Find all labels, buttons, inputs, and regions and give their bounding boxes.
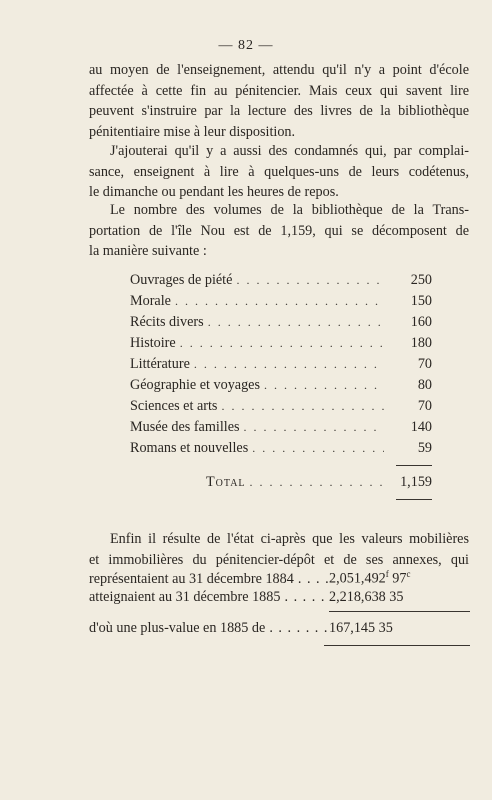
table-row — [130, 335, 432, 355]
row-label: Sciences et arts — [130, 398, 218, 414]
row-value: 70 — [417, 398, 432, 414]
row-value: 80 — [417, 377, 432, 393]
row-label: Littérature — [130, 356, 190, 372]
text-line: Enfin il résulte de l'état ci-après que les valeurs mobilières — [110, 531, 469, 547]
leader-dots — [264, 378, 384, 393]
leader-dots — [175, 294, 384, 309]
page-number: — 82 — — [218, 38, 274, 53]
value-cents: 97 — [388, 570, 407, 587]
finance-label: d'où une plus-value en 1885 de — [89, 620, 266, 636]
leader-dots — [236, 273, 384, 288]
leader-dots — [284, 589, 329, 606]
finance-row-increase — [89, 620, 469, 640]
row-label: Récits divers — [130, 314, 204, 330]
leader-dots — [250, 475, 384, 490]
table-row — [130, 398, 432, 418]
table-row — [130, 272, 432, 292]
text-line: la manière suivante : — [89, 243, 207, 259]
total-value: 1,159 — [400, 474, 432, 490]
table-row — [130, 293, 432, 313]
row-value: 250 — [410, 272, 432, 288]
paragraph-4 — [89, 529, 469, 570]
table-row — [130, 419, 432, 439]
text-line: Le nombre des volumes de la bibliothèque de la Trans- — [110, 202, 469, 218]
text-line: J'ajouterai qu'il y a aussi des condamnés qui, par complai- — [110, 143, 469, 159]
text-line: et immobilières du pénitencier-dépôt et de ses annexes, qui — [89, 551, 469, 568]
sum-rule — [396, 465, 432, 466]
row-label: Histoire — [130, 335, 176, 351]
row-label: Morale — [130, 293, 171, 309]
leader-dots — [269, 620, 329, 637]
table-row — [130, 314, 432, 334]
row-label: Musée des familles — [130, 419, 240, 435]
row-label: Romans et nouvelles — [130, 440, 249, 456]
finance-value — [329, 569, 469, 588]
text-line: affectée à cette fin au pénitencier. Mais ceux qui savent lire — [89, 82, 469, 99]
text-line: au moyen de l'enseignement, attendu qu'il n'y a point d'école — [89, 62, 469, 78]
text-line: le dimanche ou pendant les heures de repos. — [89, 184, 339, 200]
finance-row-1885 — [89, 589, 469, 609]
row-value: 180 — [410, 335, 432, 351]
finance-value: 167,145 35 — [329, 620, 393, 636]
total-underline — [396, 499, 432, 500]
row-value: 150 — [410, 293, 432, 309]
total-row — [130, 474, 432, 494]
leader-dots — [194, 357, 384, 372]
cent-superscript: c — [406, 569, 411, 579]
subtraction-rule — [329, 611, 470, 612]
table-row — [130, 377, 432, 397]
table-row — [130, 356, 432, 376]
row-label: Ouvrages de piété — [130, 272, 233, 288]
leader-dots — [221, 399, 384, 414]
leader-dots — [244, 420, 384, 435]
result-underline — [324, 645, 470, 646]
text-line: pénitentiaire mise à leur disposition. — [89, 123, 296, 140]
paragraph-2 — [89, 141, 469, 203]
row-value: 59 — [417, 440, 432, 456]
paragraph-1 — [89, 60, 469, 142]
row-value: 140 — [410, 419, 432, 435]
text-line: portation de l'île Nou est de 1,159, qui se décomposent de — [89, 222, 469, 239]
total-label: Total — [206, 474, 246, 490]
value-francs: 2,051,492 — [329, 570, 386, 587]
text-line: sance, enseignent à lire à quelques-uns de leurs codétenus, — [89, 163, 469, 180]
leader-dots — [180, 336, 384, 351]
text-line: peuvent s'instruire par la lecture des livres de la bibliothèque — [89, 103, 469, 119]
finance-label: atteignaient au 31 décembre 1885 — [89, 589, 281, 605]
leader-dots — [208, 315, 384, 330]
row-value: 160 — [410, 314, 432, 330]
row-value: 70 — [417, 356, 432, 372]
paragraph-3 — [89, 200, 469, 262]
leader-dots — [298, 571, 329, 588]
row-label: Géographie et voyages — [130, 377, 261, 393]
franc-superscript: f — [385, 569, 389, 579]
finance-value: 2,218,638 35 — [329, 589, 404, 605]
finance-row-1884 — [89, 569, 469, 589]
table-row — [130, 440, 432, 460]
finance-label: représentaient au 31 décembre 1884 — [89, 570, 294, 587]
leader-dots — [252, 441, 384, 456]
